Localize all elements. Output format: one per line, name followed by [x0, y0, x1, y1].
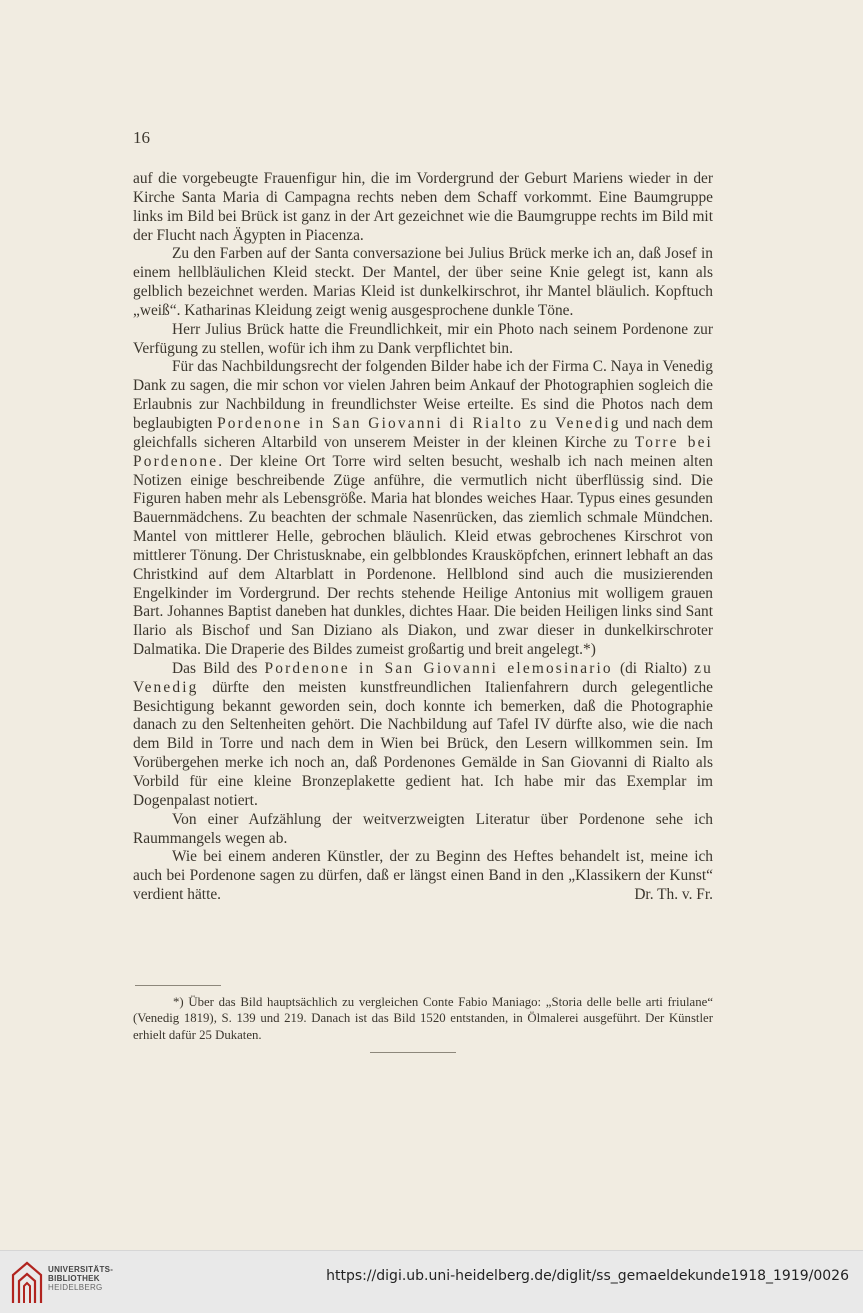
paragraph: [133, 321, 713, 359]
paragraph: [133, 358, 713, 660]
viewer-footer: [0, 1250, 863, 1313]
paragraph: [133, 170, 713, 245]
text-run: Das Bild des: [172, 659, 265, 677]
spaced-emphasis-text: zu Venedig: [133, 659, 713, 696]
paragraph: [133, 245, 713, 320]
text-run: (di Rialto): [612, 659, 695, 677]
page-number: 16: [133, 128, 150, 147]
library-name-line1: UNIVERSITÄTS-: [48, 1265, 114, 1274]
university-library-logo-icon[interactable]: [9, 1259, 45, 1305]
text-run: dürfte den meisten kunstfreundlichen Italienfahrern durch gelegentliche Besichtigung bekannt geworden sein, doch konnte ich bemerken, daß die Photographie danach zu den Seltenheiten gehört. Die Nachbildung auf Tafel IV dürfte also, wie die nach dem Bild in Torre und nach dem in Wien bei Brück, den Lesern willkommen sein. Im Vorübergehen merke ich noch an, daß Pordenones Gemälde in San Giovanni di Rialto als Vorbild für eine kleine Bronzeplakette gedient hat. Ich habe mir das Exemplar im Dogenpalast notiert.: [133, 678, 713, 809]
text-run: Für das Nachbildungsrecht der folgenden Bilder habe ich der Firma C. Naya in Venedig Dank zu sagen, die mir schon vor vielen Jahren beim Ankauf der Photographien sogleich die Erlaubnis zur Nachbildung in freundlichster Weise erteilte. Es sind die Photos nach dem beglaubigten: [133, 358, 713, 432]
body-text: [133, 170, 713, 905]
text-run: Zu den Farben auf der Santa conversazione bei Julius Brück merke ich an, daß Josef in einem hellbläulichen Kleid steckt. Der Mantel, der über seine Knie gelegt ist, kann als gelblich bezeichnet werden. Marias Kleid ist dunkelkirschrot, ihr Mantel bläulich. Kopftuch „weiß“. Katharinas Kleidung zeigt wenig ausgesprochene dunkle Töne.: [133, 245, 713, 319]
permalink-url[interactable]: https://digi.ub.uni-heidelberg.de/diglit/ss_gemaeldekunde1918_1919/0026: [326, 1268, 849, 1284]
spaced-emphasis-text: Torre bei Pordenone: [133, 433, 713, 470]
paragraph: [133, 660, 713, 811]
library-name-line3: HEIDELBERG: [48, 1283, 103, 1293]
text-run: . Der kleine Ort Torre wird selten besucht, weshalb ich nach meinen alten Notizen einige beschreibende Züge anführe, die vermutlich nicht überflüssig sind. Die Figuren haben mehr als Lebensgröße. Maria hat blondes weiches Haar. Typus eines gesunden Bauernmädchens. Zu beachten der schmale Nasenrücken, das ziemlich schmale Mündchen. Mantel von mittlerer Helle, gebrochen bläulich. Kleid etwas gebrochenes Kirschrot von mittlerer Tönung. Der Christusknabe, ein gelbblondes Krausköpfchen, erinnert lebhaft an das Christkind auf dem Altarblatt in Pordenone. Hellblond sind auch die musizierenden Engelkinder im Vordergrund. Der rechts stehende Heilige Antonius mit wolligem grauen Bart. Johannes Baptist daneben hat dunkles, dichtes Haar. Die beiden Heiligen links sind Sant Ilario als Bischof und San Diziano als Diakon, und zwar dieser in dunkelkirschroter Dalmatika. Die Draperie des Bildes zumeist großartig und breit angelegt.*): [133, 452, 713, 659]
text-run: Herr Julius Brück hatte die Freundlichkeit, mir ein Photo nach seinem Pordenone zur Verfügung zu stellen, wofür ich ihm zu Dank verpflichtet bin.: [133, 320, 713, 357]
paragraph: [133, 848, 713, 905]
footnote-text: *) Über das Bild hauptsächlich zu vergleichen Conte Fabio Maniago: „Storia delle belle arti friulane“ (Venedig 1819), S. 139 und 219. Danach ist das Bild 1520 entstanden, in Ölmalerei ausgeführt. Der Künstler erhielt dafür 25 Dukaten.: [133, 995, 713, 1042]
text-run: Von einer Aufzählung der weitverzweigten Literatur über Pordenone sehe ich Raummangels wegen ab.: [133, 810, 713, 847]
footnote: [133, 994, 713, 1043]
text-run: und nach dem gleichfalls sicheren Altarbild von unserem Meister in der kleinen Kirche zu: [133, 414, 713, 451]
author-signature: Dr. Th. v. Fr.: [634, 886, 713, 904]
text-run: Wie bei einem anderen Künstler, der zu Beginn des Heftes behandelt ist, meine ich auch bei Pordenone sagen zu dürfen, daß er längst einen Band in den „Klassikern der Kunst“ verdient hätte.: [133, 848, 713, 904]
library-name-line2: BIBLIOTHEK: [48, 1274, 100, 1284]
paragraph: [133, 811, 713, 849]
end-rule: [370, 1052, 456, 1053]
spaced-emphasis-text: Pordenone in San Giovanni di Rialto zu Venedig: [217, 414, 621, 432]
library-name: [48, 1265, 113, 1293]
footnote-separator: [135, 985, 221, 986]
text-run: auf die vorgebeugte Frauenfigur hin, die im Vordergrund der Geburt Mariens wieder in der Kirche Santa Maria di Campagna rechts neben dem Schaff vorkommt. Eine Baumgruppe links im Bild bei Brück ist ganz in der Art gezeichnet wie die Baumgruppe rechts im Bild mit der Flucht nach Ägypten in Piacenza.: [133, 170, 713, 244]
spaced-emphasis-text: Pordenone in San Giovanni elemosinario: [264, 659, 613, 677]
